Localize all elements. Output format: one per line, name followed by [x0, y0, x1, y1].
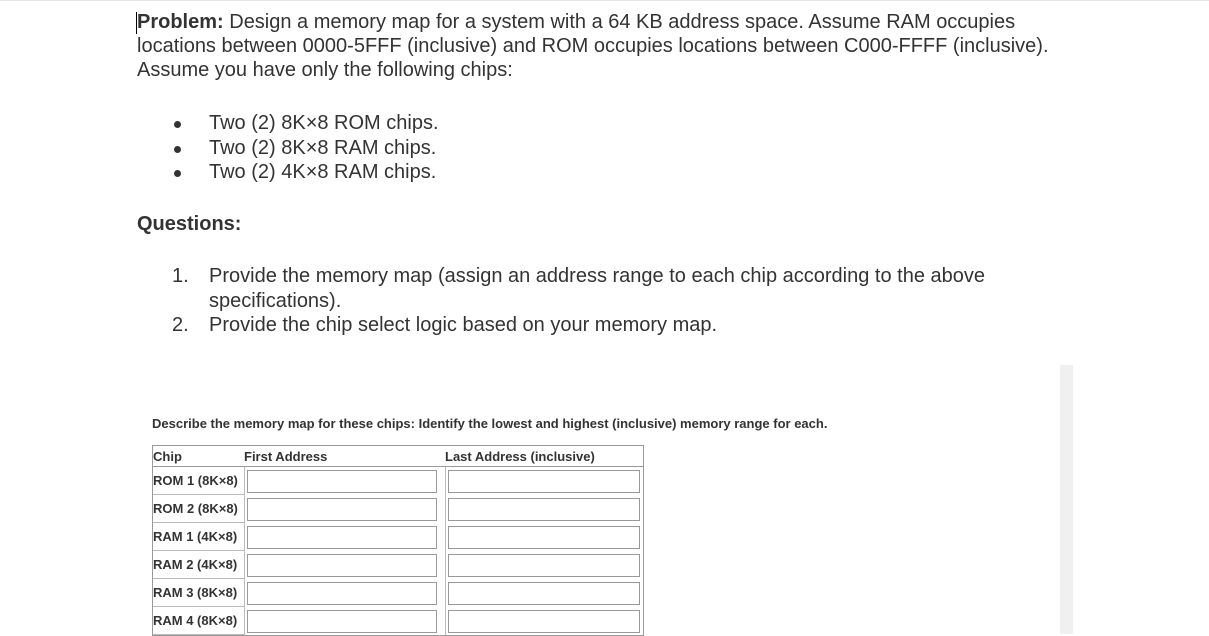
last-address-input[interactable]: [448, 526, 640, 549]
table-row: [153, 551, 643, 579]
chip-name: RAM 2 (4K×8): [153, 551, 244, 579]
chip-name: ROM 1 (8K×8): [153, 467, 244, 495]
first-address-input[interactable]: [247, 470, 437, 493]
first-address-input[interactable]: [247, 554, 437, 577]
column-header-first-address: First Address: [244, 446, 445, 467]
question-item: [137, 264, 1037, 313]
top-divider: [0, 0, 1209, 1]
last-address-input[interactable]: [448, 470, 640, 493]
chip-list-item: Two (2) 8K×8 ROM chips.: [137, 111, 439, 136]
table-row: [153, 495, 643, 523]
chip-list-item: Two (2) 8K×8 RAM chips.: [137, 136, 439, 161]
problem-statement: [137, 10, 1077, 82]
question-text: Provide the memory map (assign an address range to each chip according to the above specifications).: [209, 265, 985, 312]
problem-text: Design a memory map for a system with a 64 KB address space. Assume RAM occupies locations between 0000-5FFF (inclusive) and ROM occupies locations between C000-FFFF (inclusive). Assume you have only the following chips:: [137, 11, 1049, 81]
first-address-input[interactable]: [247, 498, 437, 521]
first-address-input[interactable]: [247, 526, 437, 549]
column-header-chip: Chip: [153, 446, 244, 467]
last-address-input[interactable]: [448, 582, 640, 605]
table-row: [153, 607, 643, 635]
chip-name: ROM 2 (8K×8): [153, 495, 244, 523]
column-header-last-address: Last Address (inclusive): [445, 446, 643, 467]
scrollbar[interactable]: [1060, 365, 1073, 634]
memory-map-table: [152, 445, 644, 636]
table-row: [153, 467, 643, 495]
chip-list-item: Two (2) 4K×8 RAM chips.: [137, 160, 439, 185]
first-address-input[interactable]: [247, 610, 437, 633]
last-address-input[interactable]: [448, 554, 640, 577]
chip-name: RAM 4 (8K×8): [153, 607, 244, 635]
last-address-input[interactable]: [448, 498, 640, 521]
chip-name: RAM 1 (4K×8): [153, 523, 244, 551]
question-number: 2.: [172, 314, 189, 336]
question-number: 1.: [172, 265, 189, 287]
chip-list: [137, 111, 439, 185]
problem-label: Problem:: [137, 11, 224, 33]
questions-heading: Questions:: [137, 213, 242, 235]
question-text: Provide the chip select logic based on your memory map.: [209, 314, 718, 336]
first-address-input[interactable]: [247, 582, 437, 605]
questions-list: [137, 264, 1037, 338]
table-row: [153, 523, 643, 551]
question-item: [137, 313, 1037, 338]
table-row: [153, 579, 643, 607]
last-address-input[interactable]: [448, 610, 640, 633]
chip-name: RAM 3 (8K×8): [153, 579, 244, 607]
table-instruction: Describe the memory map for these chips: Identify the lowest and highest (inclusive) memory range for each.: [152, 416, 828, 431]
table-header-row: [153, 446, 643, 467]
